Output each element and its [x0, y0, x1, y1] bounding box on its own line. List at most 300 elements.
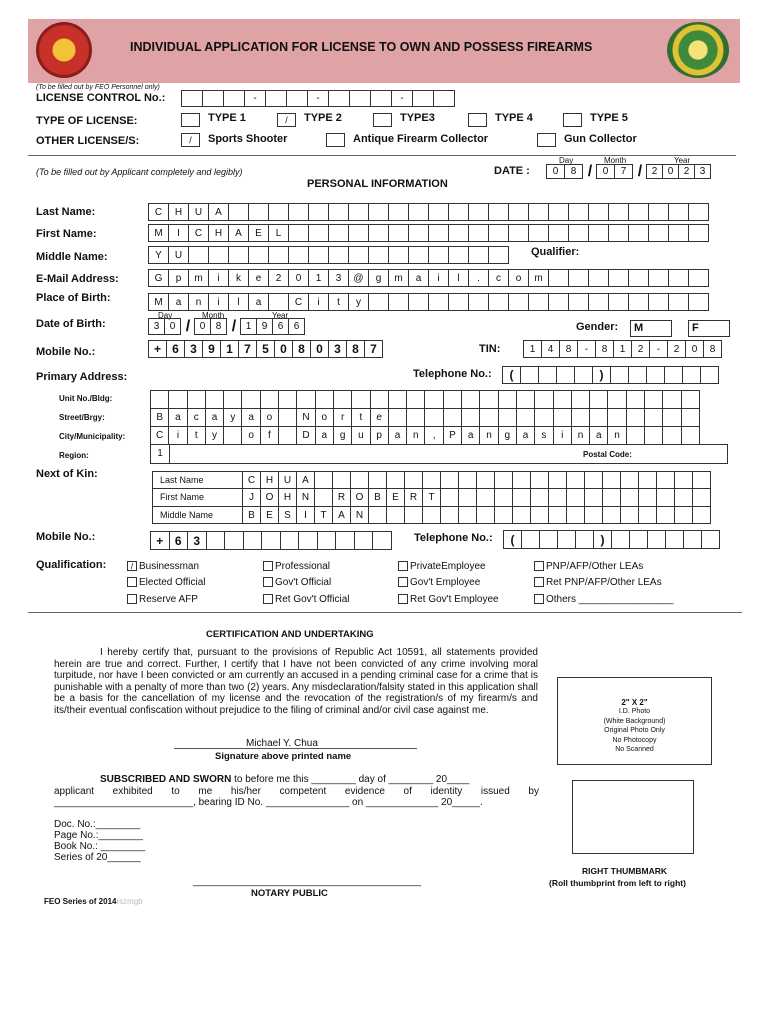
char-cell[interactable] [223, 90, 245, 107]
char-cell[interactable]: e [370, 408, 389, 427]
char-cell[interactable] [241, 390, 260, 409]
char-cell[interactable] [521, 530, 540, 549]
char-cell[interactable] [468, 224, 489, 242]
char-cell[interactable] [428, 246, 449, 264]
char-cell[interactable] [461, 408, 480, 427]
char-cell[interactable] [608, 203, 629, 221]
qualification-checkbox[interactable] [263, 561, 273, 571]
license-type-checkbox[interactable] [373, 113, 392, 127]
char-cell[interactable]: t [351, 408, 370, 427]
char-cell[interactable] [665, 530, 684, 549]
char-cell[interactable] [333, 390, 352, 409]
char-cell[interactable]: 5 [256, 340, 275, 358]
char-cell[interactable] [408, 224, 429, 242]
char-cell[interactable] [308, 203, 329, 221]
qualification-checkbox[interactable] [263, 594, 273, 604]
char-cell[interactable] [528, 293, 549, 311]
char-cell[interactable] [348, 246, 369, 264]
char-cell[interactable]: a [241, 408, 260, 427]
date-grid[interactable] [546, 164, 711, 179]
char-cell[interactable]: ( [502, 366, 521, 384]
char-cell[interactable] [556, 366, 575, 384]
char-cell[interactable] [534, 390, 553, 409]
char-cell[interactable]: 0 [288, 269, 309, 287]
char-cell[interactable] [566, 488, 585, 507]
char-cell[interactable] [206, 531, 226, 550]
char-cell[interactable]: a [408, 269, 429, 287]
region-value-cell[interactable] [150, 444, 170, 464]
char-cell[interactable] [368, 506, 387, 524]
char-cell[interactable]: 1 [308, 269, 329, 287]
char-cell[interactable] [440, 471, 459, 489]
char-cell[interactable] [461, 390, 480, 409]
char-cell[interactable] [202, 90, 224, 107]
char-cell[interactable] [388, 293, 409, 311]
char-cell[interactable] [328, 246, 349, 264]
char-cell[interactable]: o [241, 426, 260, 445]
char-cell[interactable]: 4 [541, 340, 560, 358]
kin-telephone-grid[interactable] [503, 530, 720, 549]
char-cell[interactable]: N [350, 506, 369, 524]
char-cell[interactable]: 0 [662, 164, 679, 179]
char-cell[interactable] [512, 488, 531, 507]
char-cell[interactable]: H [208, 224, 229, 242]
char-cell[interactable]: - [577, 340, 596, 358]
char-cell[interactable] [553, 408, 572, 427]
char-cell[interactable]: m [188, 269, 209, 287]
char-cell[interactable]: A [228, 224, 249, 242]
char-cell[interactable] [328, 90, 350, 107]
license-type-checkbox[interactable] [468, 113, 487, 127]
char-cell[interactable]: 2 [646, 164, 663, 179]
char-cell[interactable] [448, 224, 469, 242]
char-cell[interactable]: 7 [614, 164, 633, 179]
char-cell[interactable] [508, 293, 529, 311]
char-cell[interactable] [308, 224, 329, 242]
char-cell[interactable] [468, 293, 489, 311]
gender-m-box[interactable] [630, 320, 672, 337]
char-cell[interactable] [368, 203, 389, 221]
char-cell[interactable] [298, 531, 318, 550]
last-name-grid[interactable] [148, 203, 709, 221]
char-cell[interactable] [628, 366, 647, 384]
other-license-checkbox[interactable] [326, 133, 345, 147]
char-cell[interactable] [248, 246, 269, 264]
char-cell[interactable] [488, 246, 509, 264]
thumbmark-box[interactable] [572, 780, 694, 854]
char-cell[interactable]: k [228, 269, 249, 287]
char-cell[interactable] [433, 90, 455, 107]
char-cell[interactable]: 3 [328, 269, 349, 287]
char-cell[interactable] [208, 246, 229, 264]
char-cell[interactable] [568, 203, 589, 221]
char-cell[interactable]: a [205, 408, 224, 427]
char-cell[interactable]: B [242, 506, 261, 524]
char-cell[interactable]: e [248, 269, 269, 287]
char-cell[interactable]: , [424, 426, 443, 445]
qualification-checkbox[interactable] [127, 577, 137, 587]
char-cell[interactable]: 2 [268, 269, 289, 287]
char-cell[interactable] [370, 390, 389, 409]
char-cell[interactable]: - [307, 90, 329, 107]
char-cell[interactable]: 9 [202, 340, 221, 358]
char-cell[interactable]: P [443, 426, 462, 445]
qualification-checkbox[interactable] [534, 561, 544, 571]
char-cell[interactable]: I [168, 224, 189, 242]
char-cell[interactable] [588, 269, 609, 287]
char-cell[interactable] [406, 390, 425, 409]
qualification-checkbox[interactable]: / [127, 561, 137, 571]
char-cell[interactable] [315, 390, 334, 409]
kin-last-grid[interactable] [242, 471, 711, 489]
char-cell[interactable]: 8 [210, 318, 227, 335]
photo-box[interactable] [557, 677, 712, 765]
char-cell[interactable] [512, 471, 531, 489]
email-grid[interactable] [148, 269, 709, 287]
char-cell[interactable] [644, 390, 663, 409]
char-cell[interactable]: 1 [613, 340, 632, 358]
char-cell[interactable]: 3 [187, 531, 207, 550]
char-cell[interactable]: 8 [559, 340, 578, 358]
char-cell[interactable]: f [260, 426, 279, 445]
char-cell[interactable] [620, 506, 639, 524]
gender-f-box[interactable] [688, 320, 730, 337]
char-cell[interactable] [629, 530, 648, 549]
char-cell[interactable] [701, 530, 720, 549]
char-cell[interactable]: R [332, 488, 351, 507]
char-cell[interactable] [476, 471, 495, 489]
char-cell[interactable] [494, 488, 513, 507]
char-cell[interactable] [602, 488, 621, 507]
char-cell[interactable]: C [242, 471, 261, 489]
char-cell[interactable]: 8 [346, 340, 365, 358]
char-cell[interactable] [458, 488, 477, 507]
char-cell[interactable]: I [296, 506, 315, 524]
char-cell[interactable] [205, 390, 224, 409]
char-cell[interactable]: E [260, 506, 279, 524]
char-cell[interactable] [328, 224, 349, 242]
char-cell[interactable]: c [488, 269, 509, 287]
char-cell[interactable] [608, 269, 629, 287]
char-cell[interactable] [476, 488, 495, 507]
char-cell[interactable]: 8 [703, 340, 722, 358]
char-cell[interactable]: T [422, 488, 441, 507]
char-cell[interactable] [288, 203, 309, 221]
char-cell[interactable]: a [168, 293, 189, 311]
char-cell[interactable] [314, 488, 333, 507]
char-cell[interactable] [388, 246, 409, 264]
char-cell[interactable]: 3 [328, 340, 347, 358]
char-cell[interactable]: p [168, 269, 189, 287]
char-cell[interactable]: m [388, 269, 409, 287]
char-cell[interactable] [188, 246, 209, 264]
char-cell[interactable] [406, 408, 425, 427]
char-cell[interactable]: C [150, 426, 169, 445]
dob-grid[interactable] [148, 318, 305, 335]
char-cell[interactable]: T [314, 506, 333, 524]
char-cell[interactable] [228, 246, 249, 264]
telephone-grid[interactable] [502, 366, 719, 384]
char-cell[interactable] [656, 506, 675, 524]
char-cell[interactable]: 3 [148, 318, 165, 335]
char-cell[interactable]: N [296, 408, 315, 427]
char-cell[interactable]: s [534, 426, 553, 445]
char-cell[interactable] [348, 224, 369, 242]
char-cell[interactable] [688, 269, 709, 287]
char-cell[interactable]: y [348, 293, 369, 311]
char-cell[interactable] [440, 506, 459, 524]
char-cell[interactable]: C [148, 203, 169, 221]
char-cell[interactable]: 7 [238, 340, 257, 358]
char-cell[interactable] [388, 390, 407, 409]
char-cell[interactable]: C [188, 224, 209, 242]
kin-first-grid[interactable] [242, 488, 711, 507]
char-cell[interactable] [368, 246, 389, 264]
mobile-grid[interactable] [148, 340, 383, 358]
char-cell[interactable] [568, 293, 589, 311]
char-cell[interactable]: - [391, 90, 413, 107]
char-cell[interactable] [494, 506, 513, 524]
char-cell[interactable]: n [479, 426, 498, 445]
char-cell[interactable] [620, 488, 639, 507]
char-cell[interactable]: J [242, 488, 261, 507]
char-cell[interactable]: G [148, 269, 169, 287]
char-cell[interactable] [354, 531, 374, 550]
char-cell[interactable]: o [315, 408, 334, 427]
char-cell[interactable]: O [350, 488, 369, 507]
char-cell[interactable]: H [260, 471, 279, 489]
char-cell[interactable] [620, 471, 639, 489]
char-cell[interactable]: A [208, 203, 229, 221]
other-license-checkbox[interactable]: / [181, 133, 200, 147]
char-cell[interactable]: 1 [220, 340, 239, 358]
char-cell[interactable]: 6 [272, 318, 289, 335]
char-cell[interactable] [488, 203, 509, 221]
char-cell[interactable]: . [468, 269, 489, 287]
char-cell[interactable]: a [589, 426, 608, 445]
char-cell[interactable] [516, 390, 535, 409]
char-cell[interactable]: 0 [274, 340, 293, 358]
char-cell[interactable] [368, 224, 389, 242]
char-cell[interactable] [468, 203, 489, 221]
license-type-checkbox[interactable] [563, 113, 582, 127]
char-cell[interactable] [223, 390, 242, 409]
char-cell[interactable]: - [244, 90, 266, 107]
char-cell[interactable] [692, 506, 711, 524]
char-cell[interactable] [443, 390, 462, 409]
char-cell[interactable] [404, 506, 423, 524]
char-cell[interactable] [370, 90, 392, 107]
char-cell[interactable] [458, 506, 477, 524]
kin-mobile-grid[interactable] [150, 531, 392, 550]
char-cell[interactable] [368, 471, 387, 489]
char-cell[interactable] [440, 488, 459, 507]
char-cell[interactable]: c [187, 408, 206, 427]
char-cell[interactable] [228, 203, 249, 221]
char-cell[interactable]: ) [592, 366, 611, 384]
char-cell[interactable]: o [260, 408, 279, 427]
char-cell[interactable] [575, 530, 594, 549]
street-grid[interactable] [150, 408, 700, 427]
license-type-checkbox[interactable]: / [277, 113, 296, 127]
char-cell[interactable] [408, 246, 429, 264]
char-cell[interactable] [512, 506, 531, 524]
char-cell[interactable]: 8 [292, 340, 311, 358]
char-cell[interactable] [412, 90, 434, 107]
char-cell[interactable] [181, 90, 203, 107]
char-cell[interactable] [488, 224, 509, 242]
char-cell[interactable] [557, 530, 576, 549]
char-cell[interactable] [278, 390, 297, 409]
char-cell[interactable]: O [260, 488, 279, 507]
char-cell[interactable] [428, 293, 449, 311]
char-cell[interactable] [584, 471, 603, 489]
char-cell[interactable] [476, 506, 495, 524]
char-cell[interactable] [150, 390, 169, 409]
char-cell[interactable]: - [649, 340, 668, 358]
char-cell[interactable] [682, 366, 701, 384]
char-cell[interactable]: 1 [523, 340, 542, 358]
char-cell[interactable] [351, 390, 370, 409]
char-cell[interactable] [608, 293, 629, 311]
char-cell[interactable]: l [448, 269, 469, 287]
char-cell[interactable]: 9 [256, 318, 273, 335]
char-cell[interactable]: i [428, 269, 449, 287]
unit-grid[interactable] [150, 390, 700, 409]
char-cell[interactable] [508, 224, 529, 242]
char-cell[interactable] [349, 90, 371, 107]
char-cell[interactable] [647, 530, 666, 549]
char-cell[interactable] [607, 390, 626, 409]
char-cell[interactable] [607, 408, 626, 427]
char-cell[interactable] [568, 224, 589, 242]
char-cell[interactable]: + [148, 340, 167, 358]
char-cell[interactable]: 0 [546, 164, 565, 179]
char-cell[interactable] [494, 471, 513, 489]
char-cell[interactable] [248, 203, 269, 221]
char-cell[interactable] [644, 426, 663, 445]
char-cell[interactable]: o [508, 269, 529, 287]
char-cell[interactable]: 2 [667, 340, 686, 358]
char-cell[interactable] [589, 408, 608, 427]
first-name-grid[interactable] [148, 224, 709, 242]
char-cell[interactable] [288, 246, 309, 264]
char-cell[interactable] [468, 246, 489, 264]
char-cell[interactable] [372, 531, 392, 550]
char-cell[interactable] [638, 506, 657, 524]
char-cell[interactable]: R [404, 488, 423, 507]
char-cell[interactable] [350, 471, 369, 489]
char-cell[interactable]: r [333, 408, 352, 427]
char-cell[interactable] [588, 203, 609, 221]
char-cell[interactable] [314, 471, 333, 489]
char-cell[interactable] [223, 426, 242, 445]
char-cell[interactable] [317, 531, 337, 550]
char-cell[interactable] [308, 246, 329, 264]
char-cell[interactable] [688, 203, 709, 221]
char-cell[interactable] [388, 408, 407, 427]
char-cell[interactable] [548, 506, 567, 524]
char-cell[interactable] [187, 390, 206, 409]
char-cell[interactable] [278, 426, 297, 445]
char-cell[interactable] [520, 366, 539, 384]
char-cell[interactable] [268, 246, 289, 264]
char-cell[interactable] [332, 471, 351, 489]
char-cell[interactable]: 1 [240, 318, 257, 335]
char-cell[interactable]: C [288, 293, 309, 311]
char-cell[interactable] [662, 426, 681, 445]
char-cell[interactable] [692, 488, 711, 507]
char-cell[interactable]: 3 [184, 340, 203, 358]
char-cell[interactable]: A [332, 506, 351, 524]
char-cell[interactable] [335, 531, 355, 550]
city-grid[interactable] [150, 426, 700, 445]
char-cell[interactable]: a [461, 426, 480, 445]
char-cell[interactable] [534, 408, 553, 427]
qualification-checkbox[interactable] [398, 594, 408, 604]
qualification-checkbox[interactable] [398, 577, 408, 587]
char-cell[interactable] [626, 408, 645, 427]
char-cell[interactable] [286, 90, 308, 107]
char-cell[interactable] [646, 366, 665, 384]
char-cell[interactable] [610, 366, 629, 384]
char-cell[interactable]: Y [148, 246, 169, 264]
char-cell[interactable] [348, 203, 369, 221]
char-cell[interactable] [574, 366, 593, 384]
char-cell[interactable] [688, 293, 709, 311]
char-cell[interactable]: l [228, 293, 249, 311]
char-cell[interactable] [681, 390, 700, 409]
char-cell[interactable] [265, 90, 287, 107]
char-cell[interactable] [479, 408, 498, 427]
char-cell[interactable] [328, 203, 349, 221]
char-cell[interactable]: ) [593, 530, 612, 549]
char-cell[interactable] [628, 269, 649, 287]
char-cell[interactable] [602, 506, 621, 524]
char-cell[interactable]: S [278, 506, 297, 524]
char-cell[interactable]: H [168, 203, 189, 221]
char-cell[interactable] [422, 471, 441, 489]
char-cell[interactable] [268, 203, 289, 221]
char-cell[interactable] [668, 293, 689, 311]
char-cell[interactable] [424, 390, 443, 409]
char-cell[interactable] [674, 488, 693, 507]
char-cell[interactable] [566, 506, 585, 524]
char-cell[interactable]: 6 [166, 340, 185, 358]
middle-name-grid[interactable] [148, 246, 509, 264]
char-cell[interactable] [628, 203, 649, 221]
char-cell[interactable] [611, 530, 630, 549]
char-cell[interactable] [388, 203, 409, 221]
char-cell[interactable] [626, 390, 645, 409]
char-cell[interactable] [224, 531, 244, 550]
char-cell[interactable] [683, 530, 702, 549]
char-cell[interactable] [571, 390, 590, 409]
char-cell[interactable]: A [296, 471, 315, 489]
char-cell[interactable] [662, 408, 681, 427]
qualification-checkbox[interactable] [263, 577, 273, 587]
char-cell[interactable] [584, 506, 603, 524]
char-cell[interactable]: B [150, 408, 169, 427]
char-cell[interactable] [528, 203, 549, 221]
char-cell[interactable] [584, 488, 603, 507]
char-cell[interactable]: g [368, 269, 389, 287]
char-cell[interactable] [656, 471, 675, 489]
char-cell[interactable] [278, 408, 297, 427]
char-cell[interactable]: U [168, 246, 189, 264]
char-cell[interactable] [656, 488, 675, 507]
char-cell[interactable] [388, 224, 409, 242]
